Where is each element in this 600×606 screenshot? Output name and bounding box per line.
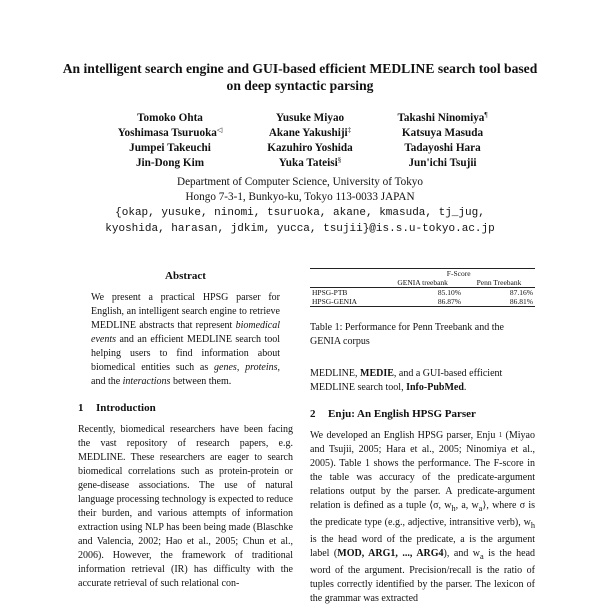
author-row <box>0 157 600 172</box>
author-name: Yuka Tateisi§ <box>278 156 342 169</box>
email-line: {okap, yusuke, ninomi, tsuruoka, akane, kmasuda, tj_jug, <box>115 207 485 219</box>
author-name: Akane Yakushiji‡ <box>268 126 352 139</box>
table-column-header: Penn Treebank <box>476 278 522 287</box>
continued-paragraph: MEDLINE, MEDIE, and a GUI-based efficient MEDLINE search tool, Info-PubMed. <box>310 368 503 393</box>
right-column <box>310 268 535 606</box>
table-column-header: GENIA treebank <box>397 278 448 287</box>
author-name: Yoshimasa Tsuruoka◁ <box>117 126 223 139</box>
author-list <box>0 112 600 172</box>
enju-text: We developed an English HPSG parser, Enju $^1$ (Miyao and Tsujii, 2005; Hara et al., 2005; Ninomiya et al., 2005). Table 1 shows the performance. The F-score in the table was accuracy of the predicate-argument relations output by the parser. A predicate-argument relation is defined as a tuple ⟨σ, $w_h$, a, $w_a⟩$, where σ is the predicate type (e.g., adjective, intransitive verb), $w_h$ is the head word of the predicate, a is the argument label (MOD, ARG1, ..., ARG4), and $w_a$ is the head word of the argument. Precision/recall is the ratio of tuples correctly identified by the parser. The lexicon of the grammar was extracted <box>310 430 536 604</box>
author-name: Tadayoshi Hara <box>404 142 481 154</box>
author-row <box>0 142 600 157</box>
affiliation <box>0 175 600 205</box>
author-row <box>0 127 600 142</box>
email-list <box>60 205 540 237</box>
author-name: Kazuhiro Yoshida <box>267 142 353 154</box>
performance-table <box>310 268 535 307</box>
section-heading-enju: 2 Enju: An English HPSG Parser <box>310 408 476 420</box>
author-row <box>0 112 600 127</box>
introduction-text: Recently, biomedical researchers have been facing the vast repository of research papers, e.g. MEDLINE. These researchers are eager to search biomedical correlations such as protein-protein or gene-disease associations. The use of natural language processing technology is expected to reduce their burden, and various attempts of information extraction using NLP has been being made (Blaschke and Valencia, 2002; Hao et al., 2005; Chun et al., 2006). However, the framework of traditional information retrieval (IR) has difficulty with the accurate retrieval of such relational con- <box>78 424 293 589</box>
table-row-label: HPSG-GENIA <box>312 297 357 306</box>
affiliation-dept: Department of Computer Science, University of Tokyo <box>176 176 423 188</box>
table-group-header: F-Score <box>446 269 471 278</box>
paper-title: An intelligent search engine and GUI-based efficient MEDLINE search tool based on deep syntactic parsing <box>62 61 538 93</box>
affiliation-address: Hongo 7-3-1, Bunkyo-ku, Tokyo 113-0033 JAPAN <box>185 191 415 203</box>
author-name: Katsuya Masuda <box>401 127 484 139</box>
author-name: Jun'ichi Tsujii <box>408 157 477 169</box>
author-name: Tomoko Ohta <box>137 112 203 124</box>
author-name: Takashi Ninomiya¶ <box>397 111 488 124</box>
author-name: Jin-Dong Kim <box>135 157 205 169</box>
table-cell: 87.16% <box>509 288 533 297</box>
abstract-heading: Abstract <box>165 270 206 282</box>
table-cell: 85.10% <box>437 288 461 297</box>
left-column <box>78 270 293 591</box>
footnote-marker: 1 <box>498 431 503 439</box>
abstract-text: We present a practical HPSG parser for English, an intelligent search engine to retrieve MEDLINE abstracts that represent biomedical events and an efficient MEDLINE search tool helping users to find information about biomedical entities such as genes, proteins, and the interactions between them. <box>91 292 280 387</box>
section-heading-introduction: 1 Introduction <box>78 402 156 414</box>
email-line: kyoshida, harasan, jdkim, yucca, tsujii}@is.s.u-tokyo.ac.jp <box>105 223 495 235</box>
table-caption: Table 1: Performance for Penn Treebank and the GENIA corpus <box>310 322 504 347</box>
author-name: Yusuke Miyao <box>275 112 345 124</box>
table-cell: 86.87% <box>437 297 461 306</box>
table-cell: 86.81% <box>509 297 533 306</box>
table-row-label: HPSG-PTB <box>312 288 348 297</box>
author-name: Jumpei Takeuchi <box>129 142 211 154</box>
